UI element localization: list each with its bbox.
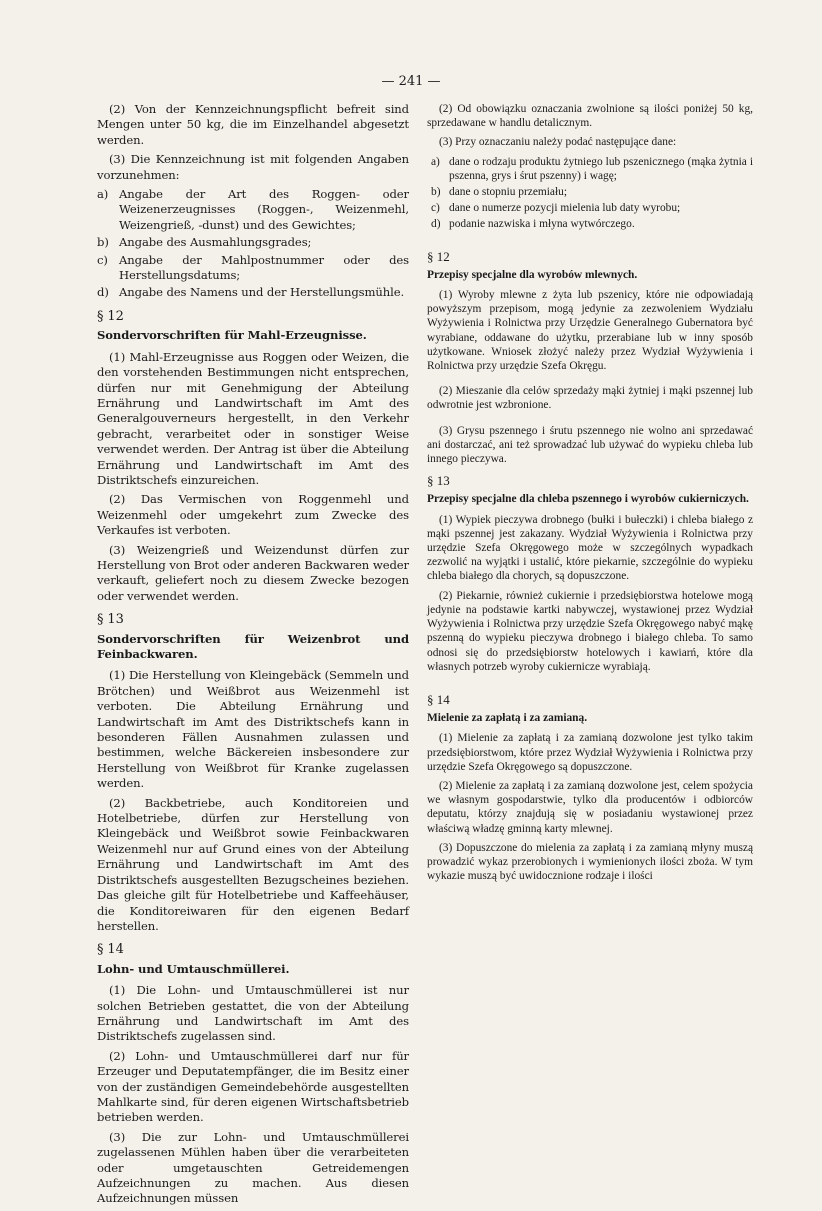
section-title: Mielenie za zapłatą i za zamianą.: [427, 712, 588, 725]
paragraph: (3) Die zur Lohn- und Umtauschmüllerei zugelassenen Mühlen haben über die verarbeiteten oder umgetauschten Getreidemengen Aufzeichnungen zu machen. Aus diesen Aufzeichnungen müssen: [97, 1129, 409, 1206]
section-title: Przepisy specjalne dla wyrobów mlewnych.: [427, 268, 638, 281]
paragraph: (2) Das Vermischen von Roggenmehl und Weizenmehl oder umgekehrt zum Zwecke des Verkaufes ist verboten.: [97, 492, 409, 538]
list-item: [427, 217, 753, 231]
paragraph: (2) Lohn- und Umtauschmüllerei darf nur für Erzeuger und Deputatempfänger, die im Besitz einer von der zuständigen Gemeindebehörde ausgestellten Mahlkarte sind, für deren eigenen Wirtschaftsbetrieb betrieben werden.: [97, 1048, 409, 1125]
item-mark: b): [431, 186, 441, 199]
list-item: [427, 201, 753, 215]
list-item: [97, 235, 409, 250]
item-mark: a): [431, 155, 440, 168]
section-number: § 12: [97, 308, 124, 324]
item-mark: c): [97, 252, 108, 267]
section-title: Sondervorschriften für Weizenbrot und Feinbackwaren.: [97, 631, 409, 661]
paragraph: (2) Von der Kennzeichnungspflicht befreit sind Mengen unter 50 kg, die im Einzelhandel abgesetzt werden.: [97, 102, 409, 147]
list-item: [97, 253, 409, 284]
item-mark: c): [431, 202, 440, 215]
paragraph: (1) Mielenie za zapłatą i za zamianą dozwolone jest tylko takim przedsiębiorstwom, które przez Wydział Wyżywienia i Rolnictwa przy urzędzie Szefa Okręgowego są dopuszczone.: [427, 732, 753, 773]
list-item: [97, 187, 409, 233]
item-text: dane o numerze pozycji mielenia lub daty wyrobu;: [449, 202, 681, 215]
item-text: Angabe des Namens und der Herstellungsmühle.: [119, 285, 405, 300]
paragraph: (2) Backbetriebe, auch Konditoreien und Hotelbetriebe, dürfen zur Herstellung von Kleingebäck und Weißbrot sowie Feinbackwaren Weizenmehl nur auf Grund eines von der Abteilung Ernährung und Landwirtschaft im Amt des Distriktschefs ausgestellten Bezugscheines beziehen. Das gleiche gilt für Hotelbetriebe und Kaffeehäuser, die Konditoreiwaren für den eigenen Bedarf herstellen.: [97, 795, 409, 933]
item-text: Angabe der Mahlpostnummer oder des Herstellungsdatums;: [119, 252, 409, 283]
paragraph: (3) Przy oznaczaniu należy podać następujące dane:: [439, 136, 677, 149]
item-mark: b): [97, 235, 109, 250]
polish-column: [427, 102, 753, 888]
paragraph: (3) Grysu pszennego i śrutu pszennego nie wolno ani sprzedawać ani dostarczać, ani też sprowadzać lub używać do wypieku chleba lub innego pieczywa.: [427, 424, 753, 466]
list-item: [427, 185, 753, 199]
paragraph: (1) Die Lohn- und Umtauschmüllerei ist nur solchen Betrieben gestattet, die von der Abteilung Ernährung und Landwirtschaft im Amt des Distriktschefs zugelassen sind.: [97, 983, 409, 1044]
paragraph: (1) Mahl-Erzeugnisse aus Roggen oder Weizen, die den vorstehenden Bestimmungen nicht entsprechen, dürfen nur mit Genehmigung der Abteilung Ernährung und Landwirtschaft im Amt des Generalgouverneurs hergestellt, in den Verkehr gebracht, verarbeitet oder in sonstiger Weise verwendet werden. Der Antrag ist über die Abteilung Ernährung und Landwirtschaft im Amt des Distriktschefs einzureichen.: [97, 349, 409, 487]
section-number: § 12: [427, 248, 450, 264]
item-text: podanie nazwiska i młyna wytwórczego.: [449, 218, 635, 231]
item-mark: d): [97, 285, 109, 300]
paragraph: (2) Piekarnie, również cukiernie i przedsiębiorstwa hotelowe mogą jedynie na podstawie kartki nabywczej, wystawionej przez Wydział Wyżywienia i Rolnictwa przy urzędzie Szefa Okręgowego nabyć mąkę pszenną do wypieku pieczywa drobnego i białego chleba. To samo odnosi się do przedsiębiorstw hotelowych i kawiarń, które dla własnych potrzeb wyroby cukiernicze wyrabiają.: [427, 589, 753, 673]
paragraph: (2) Mielenie za zapłatą i za zamianą dozwolone jest, celem spożycia we własnym gospodarstwie, tylko dla producentów i odbiorców deputatu, którzy znajdują się w posiadaniu wystawionej przez właściwą władzę gminną karty mlewnej.: [427, 779, 753, 835]
section-title: Przepisy specjalne dla chleba pszennego i wyrobów cukierniczych.: [427, 493, 749, 506]
section-title: Lohn- und Umtauschmüllerei.: [97, 961, 290, 976]
item-list: [427, 155, 753, 232]
item-mark: d): [431, 218, 441, 231]
section-number: § 13: [97, 612, 124, 628]
item-mark: a): [97, 187, 109, 202]
paragraph: (1) Wyroby mlewne z żyta lub pszenicy, które nie odpowiadają powyższym przepisom, mogą jedynie za zezwoleniem Wydziału Wyżywienia i Rolnictwa przy Urzędzie Generalnego Gubernatora być wyrabiane, oddawane do użytku, przerabiane lub w inny sposób użytkowane. Wniosek złożyć należy przez Wydział Wyżywienia i Rolnictwa przy urzędzie Szefa Okręgu.: [427, 289, 753, 373]
item-text: dane o stopniu przemiału;: [449, 186, 567, 199]
paragraph: (3) Dopuszczone do mielenia za zapłatą i za zamianą młyny muszą prowadzić wykaz przerobionych i wymienionych ilości zboża. W tym wykazie muszą być uwidocznione rodzaje i ilości: [427, 841, 753, 883]
paragraph: (2) Od obowiązku oznaczania zwolnione są ilości poniżej 50 kg, sprzedawane w handlu detalicznym.: [427, 103, 753, 130]
paragraph: (3) Die Kennzeichnung ist mit folgenden Angaben vorzunehmen:: [97, 152, 409, 182]
item-text: dane o rodzaju produktu żytniego lub pszenicznego (mąka żytnia i pszenna, grys i śrut pszenny) i wagę;: [449, 155, 753, 182]
paragraph: (1) Wypiek pieczywa drobnego (bułki i bułeczki) i chleba białego z mąki pszennej jest zakazany. Wydział Wyżywienia i Rolnictwa przy urzędzie Szefa Okręgowego może w szczególnych wypadkach zezwolić na wyjątki i ustalić, które piekarnie, szczególnie do wypieku chleba białego dla chorych, są dopuszczone.: [427, 513, 753, 583]
section-number: § 14: [97, 942, 124, 958]
item-text: Angabe der Art des Roggen- oder Weizenerzeugnisses (Roggen-, Weizenmehl, Weizengrieß, -dunst) und des Gewichtes;: [119, 187, 409, 232]
paragraph: (3) Weizengrieß und Weizendunst dürfen zur Herstellung von Brot oder anderen Backwaren weder verkauft, geliefert noch zu diesem Zwecke bezogen oder verwendet werden.: [97, 542, 409, 603]
item-text: Angabe des Ausmahlungsgrades;: [119, 235, 312, 250]
item-list: [97, 187, 409, 301]
page-number: — 241 —: [381, 74, 441, 89]
section-number: § 14: [427, 691, 450, 707]
german-column: [97, 102, 409, 1211]
paragraph: (2) Mieszanie dla celów sprzedaży mąki żytniej i mąki pszennej lub odwrotnie jest wzbronione.: [427, 385, 753, 412]
list-item: [97, 285, 409, 300]
paragraph: (1) Die Herstellung von Kleingebäck (Semmeln und Brötchen) und Weißbrot aus Weizenmehl ist verboten. Die Abteilung Ernährung und Landwirtschaft im Amt des Distriktschefs kann in besonderen Fällen Ausnahmen zulassen und bestimmen, welche Bäckereien insbesondere zur Herstellung von Weißbrot für Kranke zugelassen werden.: [97, 668, 409, 791]
section-number: § 13: [427, 473, 450, 489]
list-item: [427, 155, 753, 183]
section-title: Sondervorschriften für Mahl-Erzeugnisse.: [97, 328, 367, 343]
